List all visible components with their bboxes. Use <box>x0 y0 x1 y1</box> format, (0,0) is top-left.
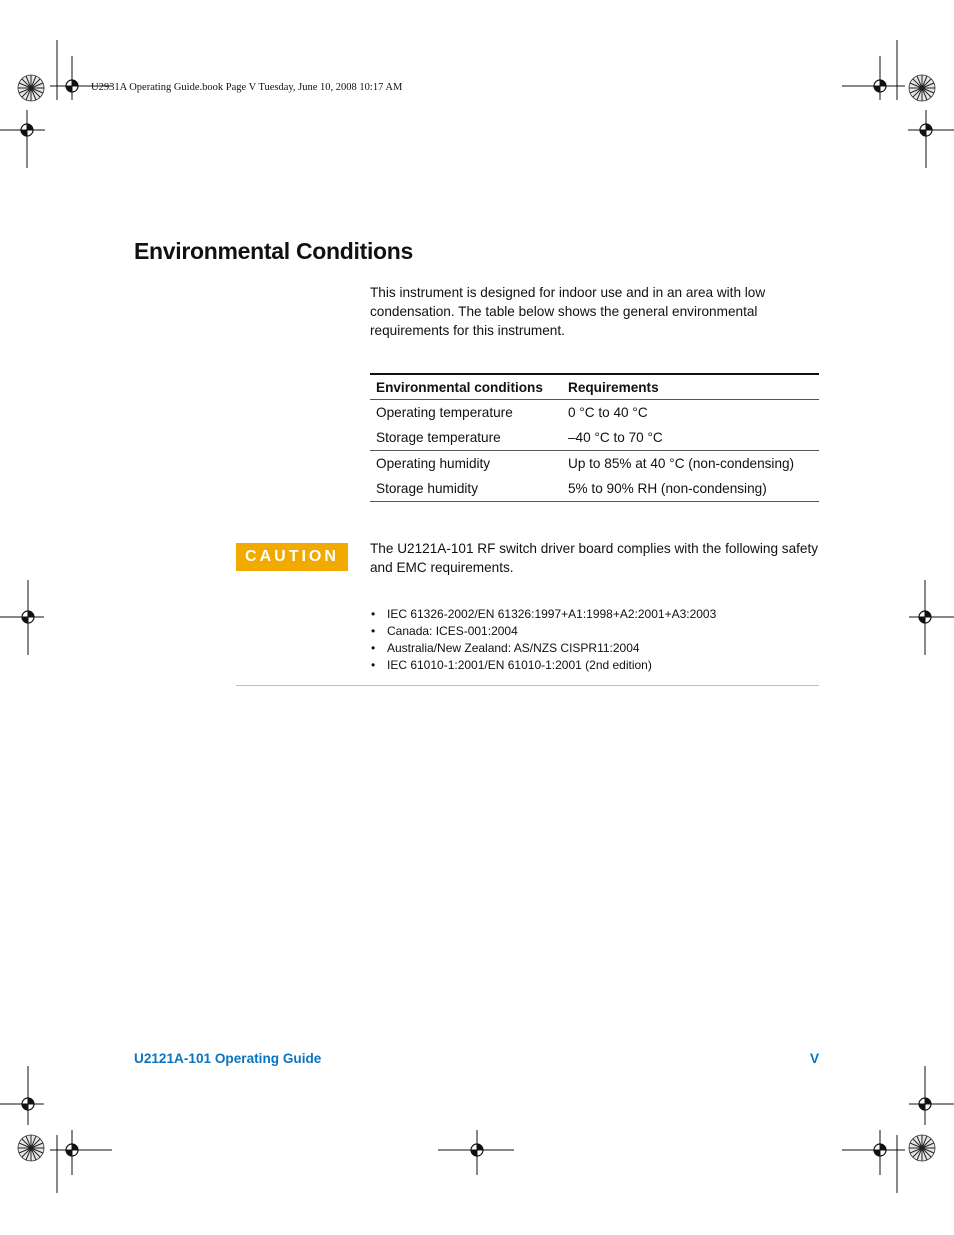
column-header: Requirements <box>568 379 659 395</box>
table-cell: Storage humidity <box>376 481 479 496</box>
table-row <box>370 400 819 426</box>
caution-badge: CAUTION <box>236 543 348 571</box>
table-cell: 0 °C to 40 °C <box>568 405 648 420</box>
bullet-icon: • <box>371 607 376 621</box>
table-header-row <box>370 374 819 400</box>
table-row <box>370 451 819 477</box>
table-cell: Storage temperature <box>376 430 501 445</box>
environmental-conditions-table <box>370 373 819 502</box>
list-item <box>370 657 716 674</box>
intro-paragraph: This instrument is designed for indoor use and in an area with low condensation. The table below shows the general environmental requirements for this instrument. <box>370 285 766 338</box>
caution-text: The U2121A-101 RF switch driver board complies with the following safety and EMC requirements. <box>370 541 819 575</box>
table-cell: Operating humidity <box>376 456 491 471</box>
footer-guide-title: U2121A-101 Operating Guide <box>134 1051 322 1066</box>
table-cell: Up to 85% at 40 °C (non-condensing) <box>568 456 795 471</box>
bullet-icon: • <box>371 658 376 672</box>
list-item <box>370 606 716 623</box>
bullet-icon: • <box>371 624 376 638</box>
table-row <box>370 425 819 451</box>
list-item <box>370 640 716 657</box>
footer-page-number: V <box>810 1051 820 1066</box>
list-item-text: Australia/New Zealand: AS/NZS CISPR11:2004 <box>387 641 640 655</box>
page-title: Environmental Conditions <box>134 238 414 264</box>
print-file-info: U2931A Operating Guide.book Page V Tuesday, June 10, 2008 10:17 AM <box>91 82 403 93</box>
table-cell: Operating temperature <box>376 405 513 420</box>
list-item-text: Canada: ICES-001:2004 <box>387 624 518 638</box>
compliance-standards-list <box>370 606 716 674</box>
column-header: Environmental conditions <box>376 379 543 395</box>
list-item-text: IEC 61326-2002/EN 61326:1997+A1:1998+A2:2001+A3:2003 <box>387 607 717 621</box>
list-item <box>370 623 716 640</box>
table-row <box>370 476 819 502</box>
list-item-text: IEC 61010-1:2001/EN 61010-1:2001 (2nd edition) <box>387 658 652 672</box>
bullet-icon: • <box>371 641 376 655</box>
caution-divider <box>236 685 819 686</box>
table-cell: 5% to 90% RH (non-condensing) <box>568 481 767 496</box>
table-cell: –40 °C to 70 °C <box>568 430 663 445</box>
